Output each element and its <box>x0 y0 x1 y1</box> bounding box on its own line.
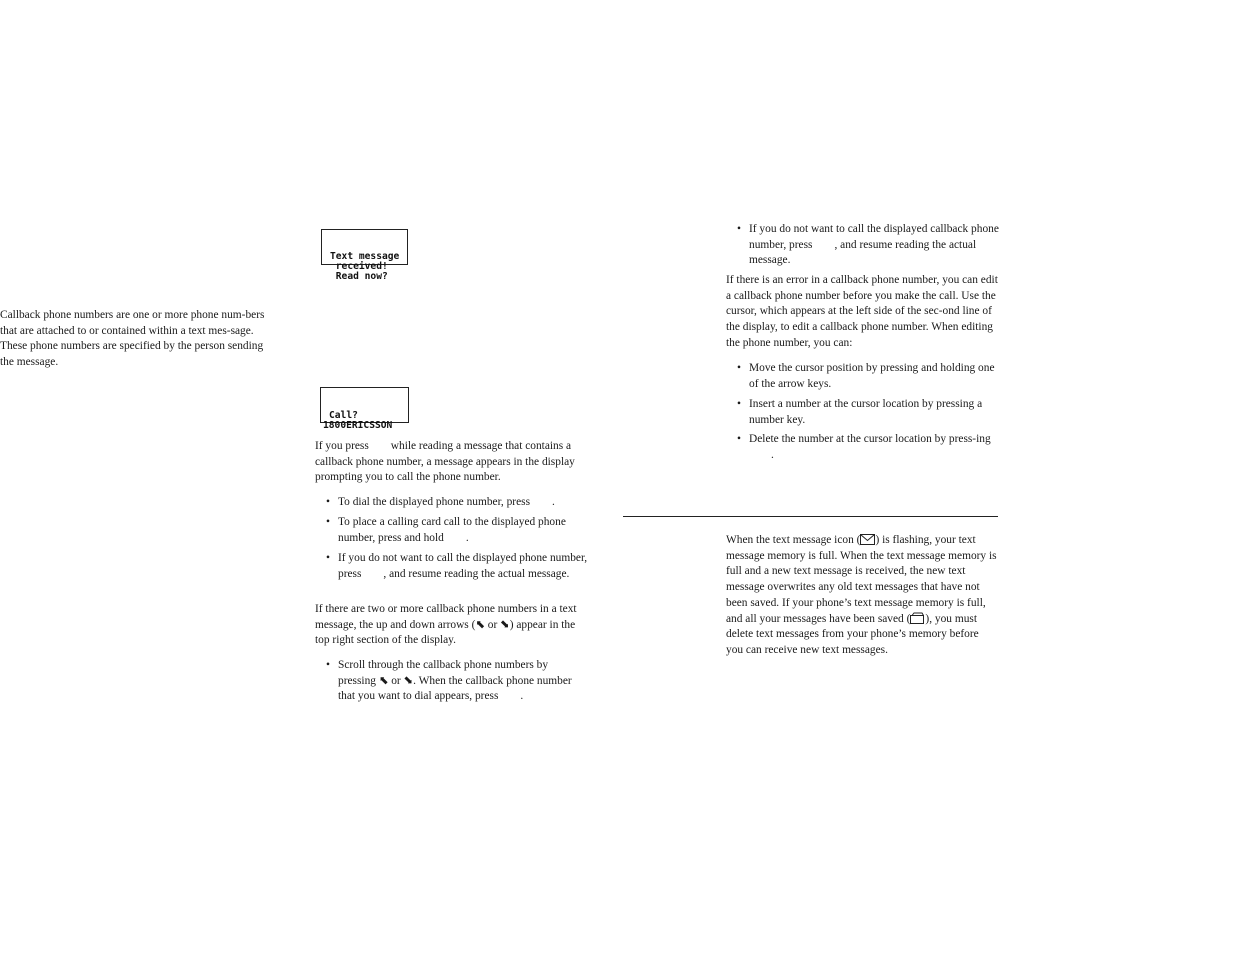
up-left-arrow-icon: ⬉ <box>475 618 485 631</box>
bullet: • <box>737 362 741 374</box>
list-item: • If you do not want to call the displayed callback phone number, press , and resume reading the actual message. <box>737 223 999 267</box>
bullet: • <box>326 659 330 671</box>
display-line: received! <box>330 261 388 272</box>
down-right-arrow-icon: ⬊ <box>403 674 414 687</box>
list-item: • If you do not want to call the displayed phone number, press , and resume reading the actual message. <box>326 552 588 580</box>
press-paragraph: If you press while reading a message that contains a callback phone number, a message appears in the display prompting you to call the phone number. <box>315 440 575 484</box>
saved-folder-icon <box>910 612 925 624</box>
list-item: • Scroll through the callback phone numbers by pressing ⬉ or ⬊. When the callback phone number that you want to dial appears, press . <box>326 659 572 703</box>
list-item: • Move the cursor position by pressing and holding one of the arrow keys. <box>737 362 995 390</box>
display-line: Text message <box>330 251 400 262</box>
list-item: • Insert a number at the cursor location by pressing a number key. <box>737 398 983 426</box>
error-paragraph: If there is an error in a callback phone number, you can edit a callback phone number before you make the call. Use the cursor, which appears at the left side of the sec-ond line of the display, to edit a callback phone number. When editing the phone number, you can: <box>726 274 998 349</box>
envelope-icon <box>860 534 875 545</box>
bullet: • <box>737 433 741 445</box>
section-divider <box>623 516 998 517</box>
list-item: • To place a calling card call to the displayed phone number, press and hold . <box>326 516 566 544</box>
list-item: • Delete the number at the cursor location by press-ing. <box>737 433 991 461</box>
display-call <box>320 387 409 431</box>
list-item: • To dial the displayed phone number, press . <box>338 495 588 511</box>
display-line: Call? <box>329 410 358 421</box>
bullet: • <box>737 398 741 410</box>
display-line: Read now? <box>330 271 388 282</box>
callback-intro: Callback phone numbers are one or more phone num-bers that are attached to or contained within a text mes-sage. These phone numbers are specified by the person sending the message. <box>0 309 265 369</box>
up-left-arrow-icon: ⬉ <box>378 674 389 687</box>
bullet: • <box>326 496 330 508</box>
bullet: • <box>326 516 330 528</box>
display-new-message <box>321 229 408 282</box>
display-line: 1800ERICSSON <box>323 420 393 431</box>
down-right-arrow-icon: ⬊ <box>500 618 510 631</box>
two-or-more-paragraph: If there are two or more callback phone numbers in a text message, the up and down arrows (⬉ or ⬊) appear in the top right section of the display. <box>315 603 577 647</box>
bullet: • <box>326 552 330 564</box>
memory-paragraph: When the text message icon ( ) is flashing, your text message memory is full. When the text message memory is full and a new text message is received, the new text message overwrites any old text messages that have not been saved. If your phone’s text message memory is full, and all your messages have been saved ( ), you must delete text messages from your phone’s memory before you can receive new text messages. <box>726 534 997 656</box>
bullet: • <box>737 223 741 235</box>
